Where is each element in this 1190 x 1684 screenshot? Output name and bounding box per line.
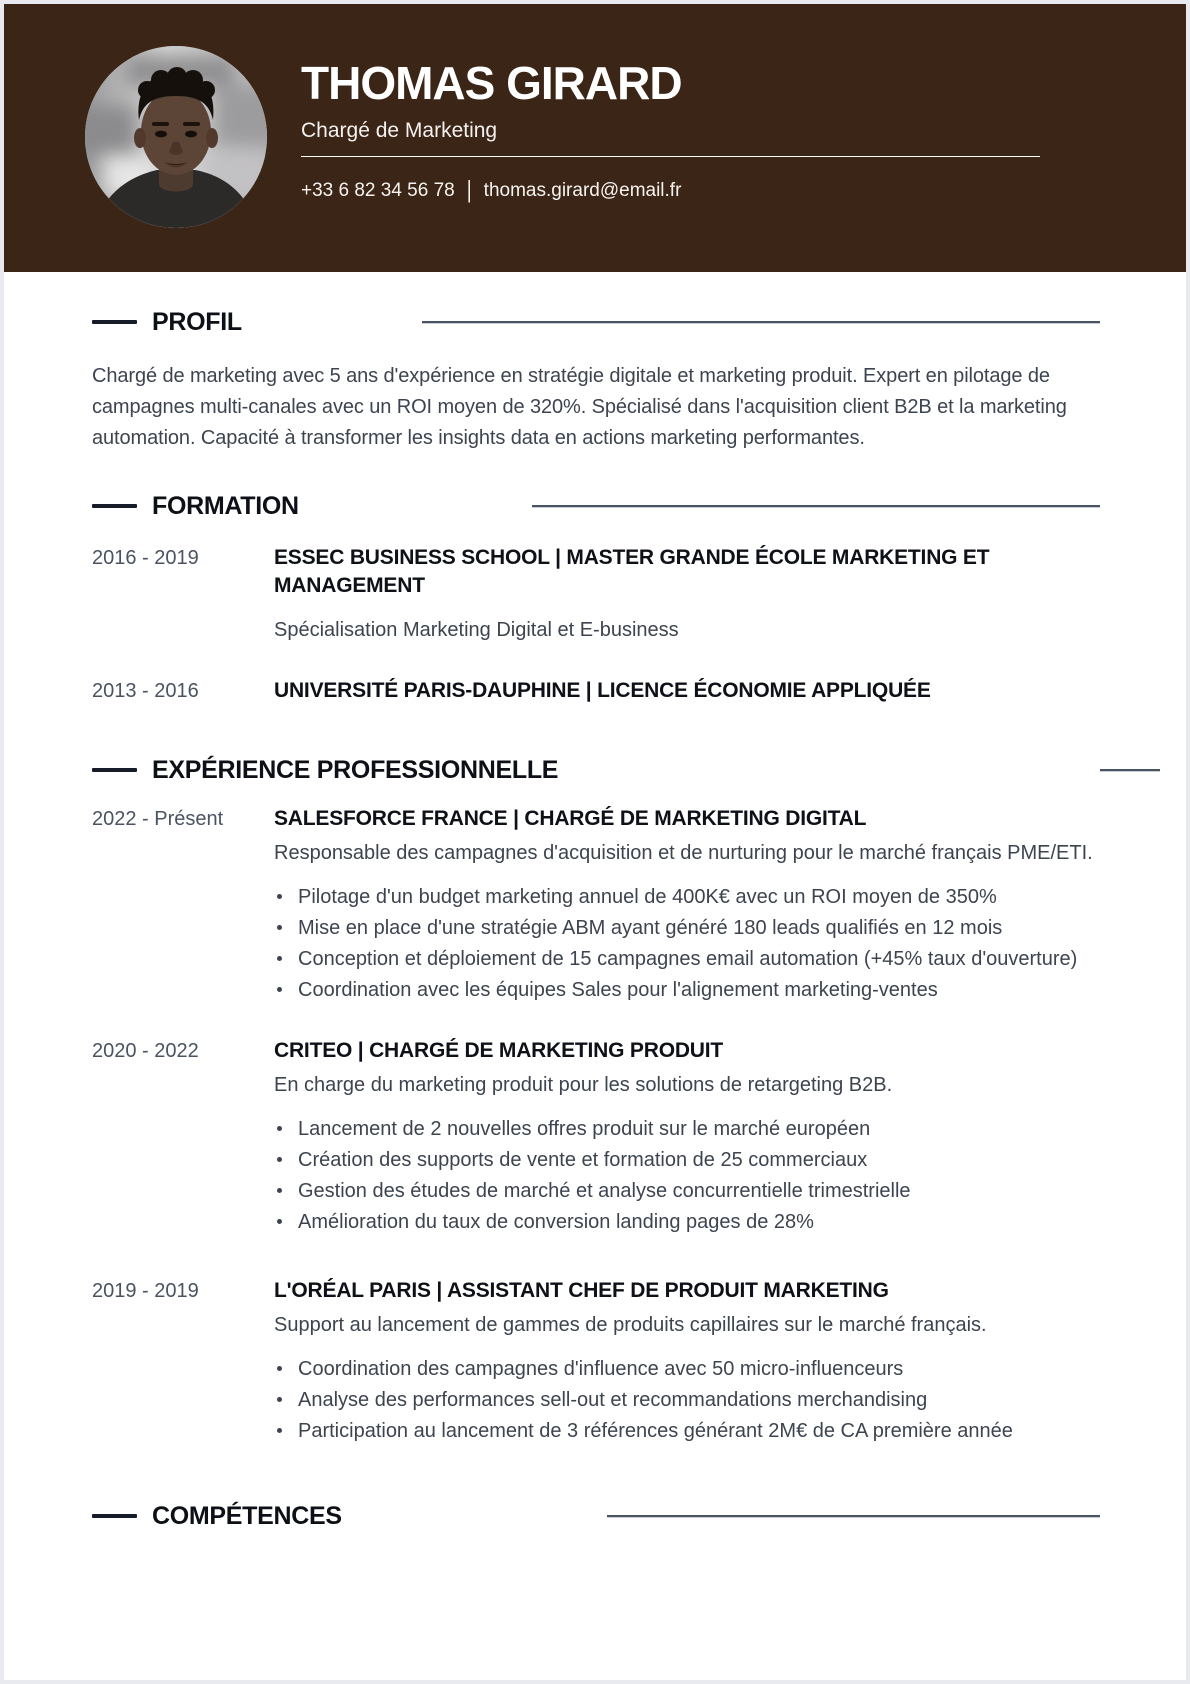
education-dates: 2013 - 2016	[92, 680, 199, 702]
heading-rule	[422, 321, 1100, 324]
job-item	[92, 805, 1100, 1007]
heading-rule	[532, 505, 1100, 508]
job-bullet-list	[274, 1355, 1100, 1445]
job-item	[92, 1277, 1100, 1448]
bullet-text: Pilotage d'un budget marketing annuel de 400K€ avec un ROI moyen de 350%	[298, 886, 997, 908]
heading-rule	[607, 1515, 1100, 1518]
section-heading-formation	[92, 492, 1100, 520]
education-dates: 2016 - 2019	[92, 547, 199, 569]
job-bullet	[274, 1177, 1100, 1205]
job-bullet	[274, 1146, 1100, 1174]
job-dates: 2019 - 2019	[92, 1280, 199, 1302]
job-description: Responsable des campagnes d'acquisition et de nurturing pour le marché français PME/ETI.	[274, 842, 1093, 864]
email-address: thomas.girard@email.fr	[483, 180, 682, 201]
person-name: THOMAS GIRARD	[301, 57, 682, 109]
bullet-text: Amélioration du taux de conversion landing pages de 28%	[298, 1211, 814, 1233]
bullet-text: Lancement de 2 nouvelles offres produit sur le marché européen	[298, 1118, 871, 1140]
job-bullet-list	[274, 883, 1100, 1004]
bullet-dot-icon	[277, 1157, 282, 1162]
bullet-text: Gestion des études de marché et analyse concurrentielle trimestrielle	[298, 1180, 911, 1202]
section-heading-experience	[92, 756, 1100, 784]
bullet-dot-icon	[277, 1397, 282, 1402]
header-divider	[301, 156, 1040, 157]
bullet-dot-icon	[277, 987, 282, 992]
contact-separator: |	[466, 177, 472, 204]
bullet-dot-icon	[277, 1188, 282, 1193]
job-bullet	[274, 914, 1100, 942]
formation-list	[92, 544, 1100, 705]
cv-body	[4, 308, 1186, 1530]
bullet-dot-icon	[277, 956, 282, 961]
job-title: SALESFORCE FRANCE | CHARGÉ DE MARKETING DIGITAL	[274, 807, 867, 830]
heading-dash	[92, 504, 137, 508]
job-title: L'ORÉAL PARIS | ASSISTANT CHEF DE PRODUIT MARKETING	[274, 1279, 889, 1302]
job-bullet	[274, 945, 1100, 973]
section-title-profil: PROFIL	[152, 307, 242, 336]
job-dates: 2020 - 2022	[92, 1040, 199, 1062]
job-bullet	[274, 1355, 1100, 1383]
job-bullet	[274, 976, 1100, 1004]
section-title-experience: EXPÉRIENCE PROFESSIONNELLE	[152, 755, 559, 784]
header	[4, 4, 1186, 272]
job-title: CRITEO | CHARGÉ DE MARKETING PRODUIT	[274, 1039, 724, 1062]
education-item	[92, 544, 1100, 644]
heading-rule	[1100, 769, 1160, 772]
experience-list	[92, 805, 1100, 1448]
bullet-dot-icon	[277, 1126, 282, 1131]
bullet-text: Création des supports de vente et formation de 25 commerciaux	[298, 1149, 868, 1171]
person-job-title: Chargé de Marketing	[301, 119, 498, 142]
heading-dash	[92, 320, 137, 324]
job-body	[274, 1037, 1100, 1239]
bullet-text: Participation au lancement de 3 références générant 2M€ de CA première année	[298, 1420, 1013, 1442]
heading-dash	[92, 768, 137, 772]
contact-line	[301, 177, 682, 204]
bullet-text: Mise en place d'une stratégie ABM ayant généré 180 leads qualifiés en 12 mois	[298, 917, 1003, 939]
bullet-text: Coordination avec les équipes Sales pour l'alignement marketing-ventes	[298, 979, 938, 1001]
bullet-dot-icon	[277, 1428, 282, 1433]
education-item	[92, 677, 1100, 705]
bullet-text: Conception et déploiement de 15 campagnes email automation (+45% taux d'ouverture)	[298, 948, 1078, 970]
job-bullet	[274, 1208, 1100, 1236]
job-description: Support au lancement de gammes de produits capillaires sur le marché français.	[274, 1314, 987, 1336]
section-title-competences: COMPÉTENCES	[152, 1501, 342, 1530]
profile-summary: Chargé de marketing avec 5 ans d'expérience en stratégie digitale et marketing produit. Expert en pilotage de campagnes multi-canales avec un ROI moyen de 320%. Spécialisé dans l'acquisition client B2B et la marketing automation. Capacité à transformer les insights data en actions marketing performantes.	[92, 365, 1067, 449]
job-dates: 2022 - Présent	[92, 808, 224, 830]
job-bullet	[274, 883, 1100, 911]
job-description: En charge du marketing produit pour les solutions de retargeting B2B.	[274, 1074, 893, 1096]
education-description: Spécialisation Marketing Digital et E-business	[274, 619, 679, 641]
education-body	[274, 544, 1100, 644]
heading-dash	[92, 1514, 137, 1518]
section-title-formation: FORMATION	[152, 491, 299, 520]
bullet-dot-icon	[277, 1366, 282, 1371]
bullet-dot-icon	[277, 1219, 282, 1224]
job-body	[274, 805, 1100, 1007]
job-body	[274, 1277, 1100, 1448]
portrait-photo-illustration	[85, 46, 267, 228]
bullet-text: Analyse des performances sell-out et recommandations merchandising	[298, 1389, 928, 1411]
job-bullet	[274, 1115, 1100, 1143]
section-heading-competences	[92, 1502, 1100, 1530]
job-bullet	[274, 1417, 1100, 1445]
bullet-dot-icon	[277, 894, 282, 899]
section-heading-profil	[92, 308, 1100, 336]
bullet-dot-icon	[277, 925, 282, 930]
job-item	[92, 1037, 1100, 1239]
education-body	[274, 677, 1100, 705]
job-bullet-list	[274, 1115, 1100, 1236]
education-title: ESSEC BUSINESS SCHOOL | MASTER GRANDE ÉCOLE MARKETING ET MANAGEMENT	[274, 546, 990, 597]
bullet-text: Coordination des campagnes d'influence avec 50 micro-influenceurs	[298, 1358, 904, 1380]
avatar	[85, 46, 267, 228]
job-bullet	[274, 1386, 1100, 1414]
education-title: UNIVERSITÉ PARIS-DAUPHINE | LICENCE ÉCONOMIE APPLIQUÉE	[274, 679, 931, 702]
phone-number: +33 6 82 34 56 78	[301, 180, 455, 201]
